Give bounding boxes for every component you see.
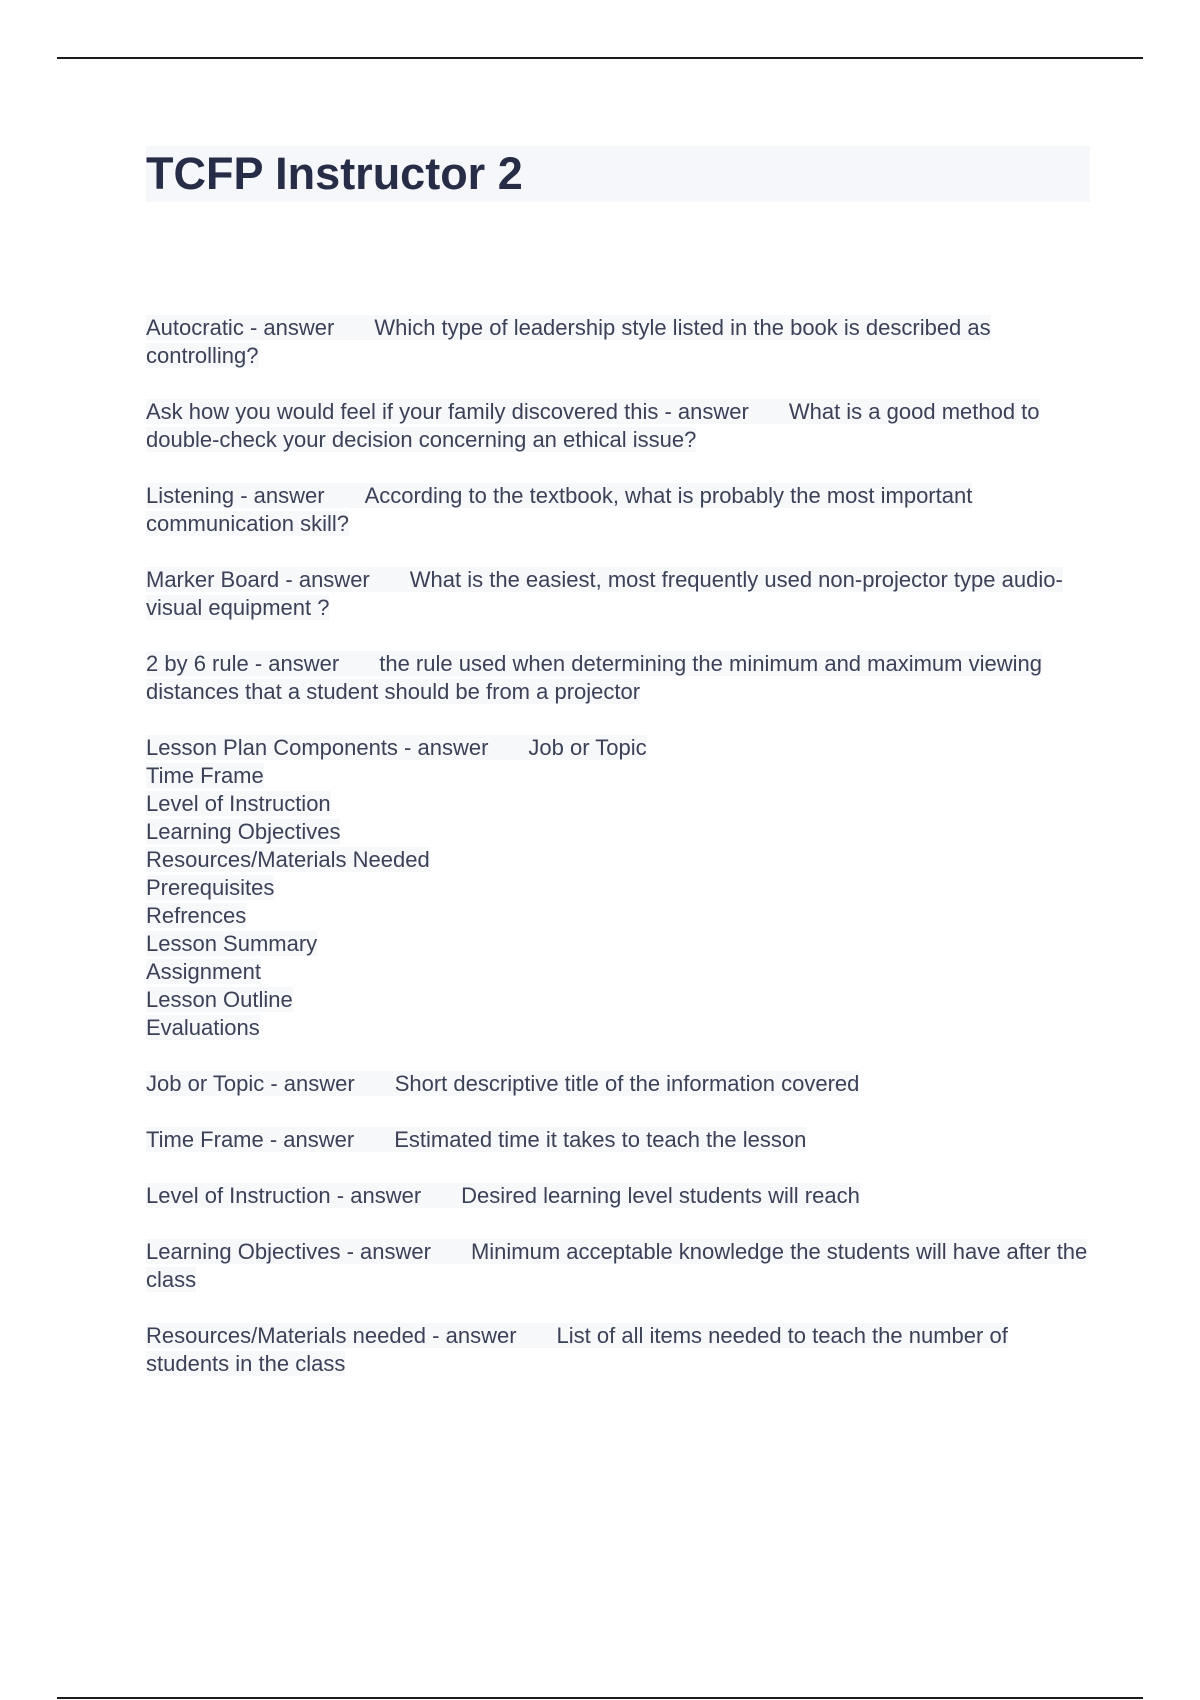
qa-term: Level of Instruction [146, 1183, 331, 1208]
list-item: Level of Instruction [146, 791, 331, 816]
qa-definition: Desired learning level students will reach [461, 1183, 860, 1208]
qa-list [146, 314, 1090, 1378]
answer-separator: - answer [340, 1239, 431, 1264]
document-title: TCFP Instructor 2 [146, 148, 523, 199]
qa-item [146, 1238, 1090, 1294]
qa-definition: What is a good method to double-check your decision concerning an ethical issue? [146, 399, 1040, 452]
qa-item [146, 398, 1090, 454]
top-rule [57, 57, 1143, 59]
list-item: Evaluations [146, 1015, 260, 1040]
list-item: Learning Objectives [146, 819, 341, 844]
qa-item [146, 1182, 1090, 1210]
qa-definition: Estimated time it takes to teach the lesson [394, 1127, 807, 1152]
qa-item [146, 1322, 1090, 1378]
list-item: Prerequisites [146, 875, 275, 900]
qa-definition: Which type of leadership style listed in the book is described as controlling? [146, 315, 991, 368]
answer-separator: - answer [248, 651, 340, 676]
qa-term: Marker Board [146, 567, 280, 592]
bottom-rule [57, 1697, 1143, 1699]
list-item: Lesson Summary [146, 931, 318, 956]
list-item: Lesson Outline [146, 987, 293, 1012]
answer-separator: - answer [263, 1127, 355, 1152]
qa-term: Job or Topic [146, 1071, 265, 1096]
answer-separator: - answer [264, 1071, 355, 1096]
qa-definition: What is the easiest, most frequently used non-projector type audio-visual equipment ? [146, 567, 1063, 620]
qa-item [146, 314, 1090, 370]
answer-separator: - answer [397, 735, 489, 760]
qa-term: 2 by 6 rule [146, 651, 249, 676]
qa-definition: List of all items needed to teach the number of students in the class [146, 1323, 1008, 1376]
qa-term: Ask how you would feel if your family discovered this [146, 399, 659, 424]
answer-separator: - answer [243, 315, 335, 340]
qa-item [146, 1070, 1090, 1098]
qa-item [146, 566, 1090, 622]
list-item: Assignment [146, 959, 261, 984]
qa-term: Lesson Plan Components [146, 735, 398, 760]
qa-definition: Job or Topic [528, 735, 647, 760]
list-item: Time Frame [146, 763, 264, 788]
list-item: Resources/Materials Needed [146, 847, 430, 872]
lesson-plan-components-list [146, 762, 1090, 1042]
answer-separator: - answer [426, 1323, 517, 1348]
answer-separator: - answer [279, 567, 370, 592]
qa-item [146, 1126, 1090, 1154]
qa-term: Time Frame [146, 1127, 264, 1152]
answer-separator: - answer [658, 399, 749, 424]
list-item: Refrences [146, 903, 247, 928]
qa-item-lesson-plan-components [146, 734, 1090, 1042]
qa-definition: Short descriptive title of the information covered [394, 1071, 860, 1096]
answer-separator: - answer [234, 483, 325, 508]
qa-item [146, 650, 1090, 706]
document-body [146, 146, 1090, 1406]
qa-definition: According to the textbook, what is probably the most important communication skill? [146, 483, 973, 536]
title-band [146, 146, 1090, 202]
qa-definition: Minimum acceptable knowledge the students will have after the class [146, 1239, 1088, 1292]
qa-definition: the rule used when determining the minimum and maximum viewing distances that a student should be from a projector [146, 651, 1042, 704]
qa-term: Learning Objectives [146, 1239, 341, 1264]
qa-term: Resources/Materials needed [146, 1323, 427, 1348]
qa-term: Autocratic [146, 315, 244, 340]
answer-separator: - answer [330, 1183, 422, 1208]
qa-term: Listening [146, 483, 235, 508]
qa-item [146, 482, 1090, 538]
